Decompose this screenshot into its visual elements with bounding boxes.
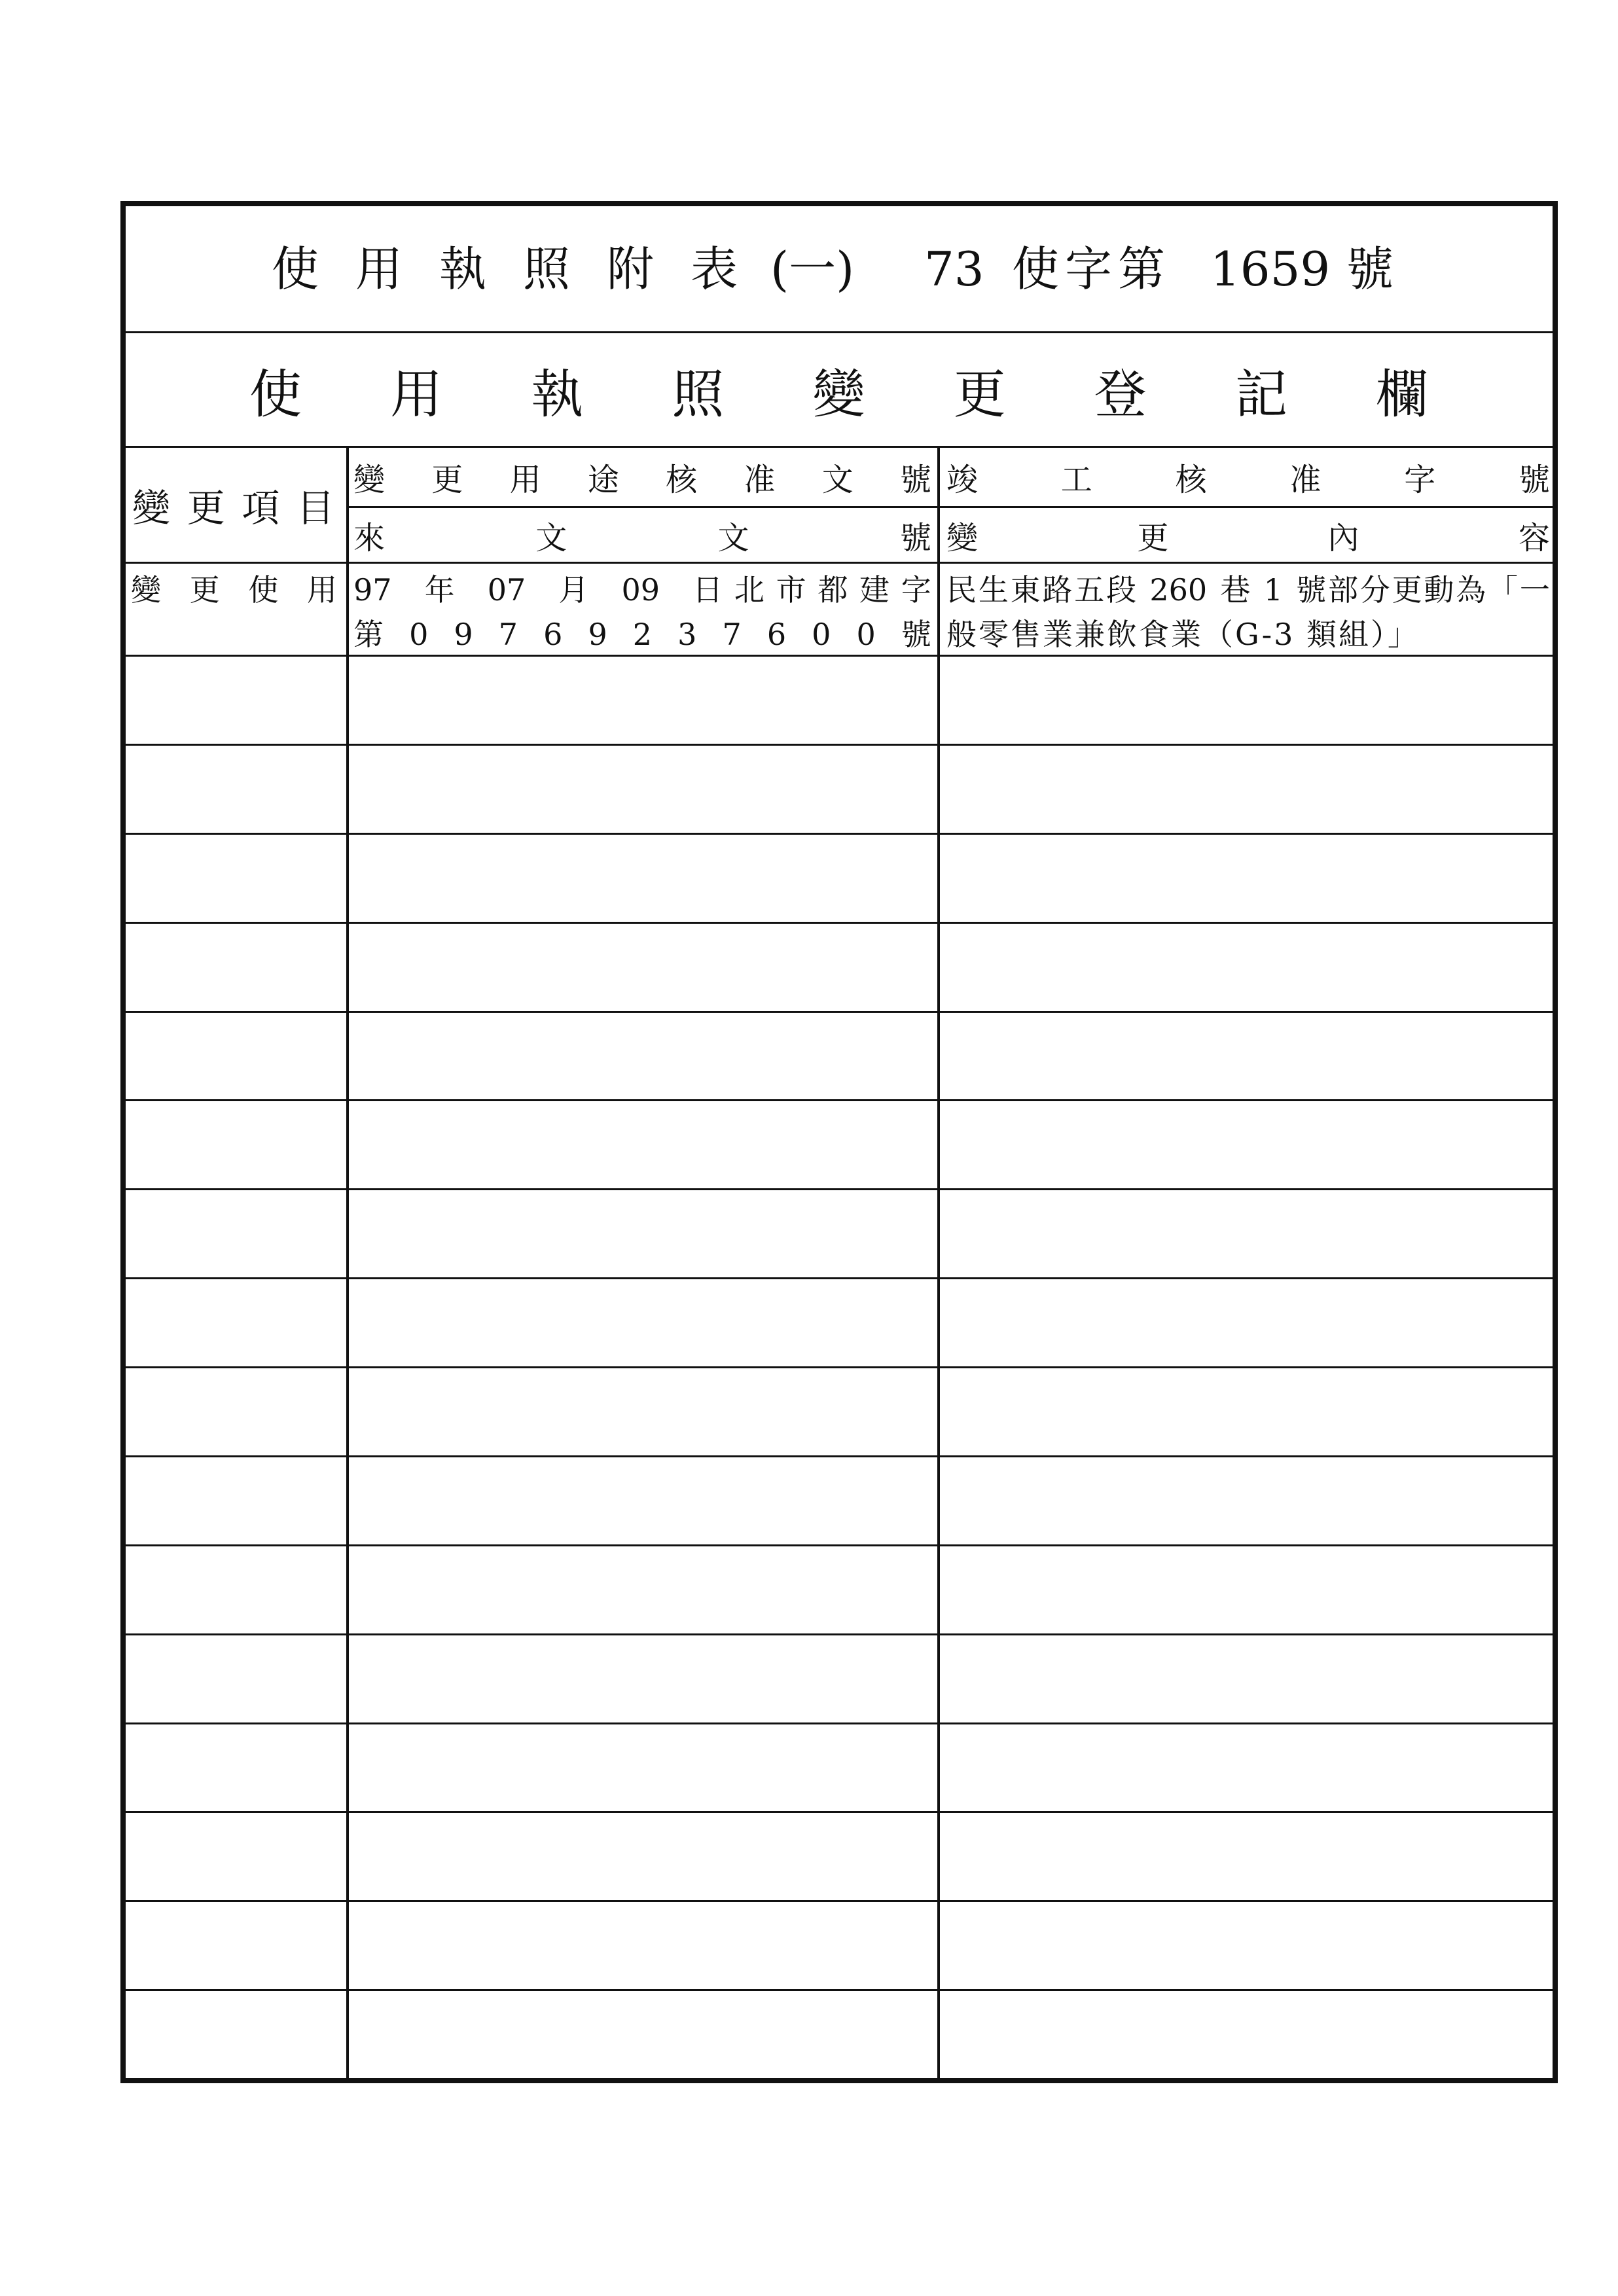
section-title xyxy=(126,331,1553,446)
glyph: 更 xyxy=(189,572,220,608)
glyph: 用 xyxy=(390,363,443,425)
glyph: 都 xyxy=(818,572,848,608)
glyph: 途 xyxy=(587,462,619,498)
empty-row-4-change-item-cell xyxy=(126,833,346,922)
empty-row-10-content-cell xyxy=(937,1366,1553,1455)
glyph: 記 xyxy=(1234,363,1287,425)
glyph: 五 xyxy=(1074,572,1105,608)
title-year-prefix: 73 xyxy=(924,241,984,297)
empty-row-2-change-item-cell xyxy=(126,655,346,744)
space xyxy=(705,612,715,655)
empty-row-14-doc-no-cell xyxy=(346,1722,937,1812)
use-permit-change-table xyxy=(120,201,1558,2083)
empty-row-4-doc-no-cell xyxy=(346,833,937,922)
empty-row-12-doc-no-cell xyxy=(346,1544,937,1633)
glyph: 號 xyxy=(1296,572,1327,608)
glyph: 欄 xyxy=(1376,363,1428,425)
glyph: 巷 xyxy=(1220,572,1251,608)
glyph: 容 xyxy=(1518,519,1550,556)
empty-row-6-change-item-cell xyxy=(126,1011,346,1100)
row-1-doc-no-line-1 xyxy=(353,568,931,612)
header-completion-approval-no xyxy=(937,446,1553,506)
glyph: 號 xyxy=(899,462,931,498)
glyph: 號 xyxy=(901,617,931,652)
space xyxy=(403,568,413,612)
space xyxy=(391,612,401,655)
glyph: 更 xyxy=(1137,519,1169,556)
empty-row-12-change-item-cell xyxy=(126,1544,346,1633)
empty-row-5-doc-no-cell xyxy=(346,922,937,1011)
empty-row-16-content-cell xyxy=(937,1900,1553,1989)
glyph: 6 xyxy=(766,617,787,652)
glyph: 0 xyxy=(812,617,831,652)
glyph: 北 xyxy=(734,572,764,608)
space xyxy=(1285,568,1295,612)
empty-row-17-doc-no-cell xyxy=(346,1989,937,2078)
glyph: 用 xyxy=(306,572,337,608)
row-1-change-item xyxy=(131,568,337,612)
glyph: 變 xyxy=(132,486,171,530)
space xyxy=(672,568,681,612)
space xyxy=(749,612,759,655)
empty-row-16-doc-no-cell xyxy=(346,1900,937,1989)
glyph: 文 xyxy=(535,519,567,556)
empty-row-9-change-item-cell xyxy=(126,1277,346,1366)
glyph: 登 xyxy=(1094,363,1147,425)
glyph: 變 xyxy=(812,363,865,425)
glyph: 一 xyxy=(1519,572,1550,608)
empty-row-15-content-cell xyxy=(937,1811,1553,1900)
glyph: 工 xyxy=(1060,462,1092,498)
glyph: 市 xyxy=(776,572,806,608)
glyph: 260 xyxy=(1149,572,1208,608)
empty-row-8-change-item-cell xyxy=(126,1188,346,1277)
glyph: 月 xyxy=(558,572,589,608)
glyph: 07 xyxy=(487,572,526,608)
empty-row-9-doc-no-cell xyxy=(346,1277,937,1366)
space xyxy=(660,612,670,655)
glyph: 項 xyxy=(242,486,280,530)
empty-row-6-doc-no-cell xyxy=(346,1011,937,1100)
space xyxy=(437,612,446,655)
glyph: 目 xyxy=(296,486,334,530)
space xyxy=(1138,568,1148,612)
space xyxy=(537,568,547,612)
empty-row-13-doc-no-cell xyxy=(346,1633,937,1722)
header-change-content xyxy=(937,506,1553,562)
empty-row-13-change-item-cell xyxy=(126,1633,346,1722)
glyph: 2 xyxy=(632,617,653,652)
row-1-content-line-2: 般零售業兼飲食業（G-3 類組）」 xyxy=(946,617,1420,652)
empty-row-6-content-cell xyxy=(937,1011,1553,1100)
glyph: 09 xyxy=(621,572,660,608)
space xyxy=(1252,568,1262,612)
glyph: 路 xyxy=(1042,572,1073,608)
empty-row-3-doc-no-cell xyxy=(346,744,937,833)
glyph: 變 xyxy=(131,572,161,608)
glyph: 內 xyxy=(1327,519,1359,556)
space xyxy=(466,568,476,612)
header-approval-doc-no xyxy=(346,446,937,506)
glyph: 1 xyxy=(1263,572,1283,608)
empty-row-7-change-item-cell xyxy=(126,1099,346,1188)
glyph: 更 xyxy=(1392,572,1422,608)
glyph: 段 xyxy=(1106,572,1137,608)
empty-row-4-content-cell xyxy=(937,833,1553,922)
glyph: 執 xyxy=(531,363,584,425)
header-change-item xyxy=(126,446,346,562)
empty-row-10-change-item-cell xyxy=(126,1366,346,1455)
empty-row-7-doc-no-cell xyxy=(346,1099,937,1188)
glyph: 「 xyxy=(1488,572,1519,608)
space xyxy=(615,612,625,655)
glyph: 年 xyxy=(424,572,455,608)
empty-row-12-content-cell xyxy=(937,1544,1553,1633)
glyph: 0 xyxy=(409,617,429,652)
empty-row-5-change-item-cell xyxy=(126,922,346,1011)
glyph: 第 xyxy=(353,617,384,652)
glyph: 核 xyxy=(1175,462,1207,498)
glyph: 來 xyxy=(353,519,386,556)
space xyxy=(571,612,581,655)
glyph: 3 xyxy=(677,617,697,652)
title-attachment-no: (一) xyxy=(770,241,855,297)
glyph: 更 xyxy=(953,363,1006,425)
title-permit-number: 1659 xyxy=(1210,241,1331,297)
empty-row-10-doc-no-cell xyxy=(346,1366,937,1455)
empty-row-11-doc-no-cell xyxy=(346,1455,937,1544)
empty-row-13-content-cell xyxy=(937,1633,1553,1722)
glyph: 號 xyxy=(899,519,931,556)
glyph: 照 xyxy=(672,363,725,425)
empty-row-11-content-cell xyxy=(937,1455,1553,1544)
empty-row-17-change-item-cell xyxy=(126,1989,346,2078)
glyph: 日 xyxy=(692,572,723,608)
glyph: 變 xyxy=(353,462,386,498)
glyph: 准 xyxy=(744,462,776,498)
glyph: 變 xyxy=(946,519,979,556)
glyph: 東 xyxy=(1010,572,1041,608)
glyph: 用 xyxy=(509,462,541,498)
empty-row-3-change-item-cell xyxy=(126,744,346,833)
empty-row-14-change-item-cell xyxy=(126,1722,346,1812)
empty-row-16-change-item-cell xyxy=(126,1900,346,1989)
empty-row-3-content-cell xyxy=(937,744,1553,833)
empty-row-2-doc-no-cell xyxy=(346,655,937,744)
glyph: 7 xyxy=(722,617,742,652)
space xyxy=(884,612,893,655)
empty-row-11-change-item-cell xyxy=(126,1455,346,1544)
empty-row-14-content-cell xyxy=(937,1722,1553,1812)
glyph: 6 xyxy=(543,617,563,652)
glyph: 號 xyxy=(1518,462,1550,498)
glyph: 文 xyxy=(717,519,749,556)
space xyxy=(526,612,535,655)
glyph: 核 xyxy=(666,462,698,498)
glyph: 使 xyxy=(248,572,279,608)
glyph: 更 xyxy=(431,462,463,498)
row-1-change-item-cell xyxy=(126,562,346,655)
title-main: 使用執照附表 xyxy=(272,241,775,297)
row-1-content-line-1 xyxy=(946,568,1550,612)
glyph: 更 xyxy=(187,486,225,530)
title-permit-word: 使字第 xyxy=(1012,241,1172,297)
glyph: 民 xyxy=(946,572,977,608)
glyph: 97 xyxy=(353,572,392,608)
space xyxy=(600,568,610,612)
title-row xyxy=(126,206,1553,331)
row-1-doc-no-line-2 xyxy=(353,612,931,655)
glyph: 使 xyxy=(249,363,302,425)
glyph: 7 xyxy=(498,617,518,652)
glyph: 文 xyxy=(821,462,854,498)
row-1-content-cell xyxy=(937,562,1553,655)
empty-row-15-doc-no-cell xyxy=(346,1811,937,1900)
space xyxy=(481,612,491,655)
empty-row-7-content-cell xyxy=(937,1099,1553,1188)
glyph: 字 xyxy=(901,572,931,608)
empty-row-5-content-cell xyxy=(937,922,1553,1011)
glyph: 為 xyxy=(1456,572,1486,608)
title-suffix: 號 xyxy=(1346,241,1394,297)
glyph: 准 xyxy=(1289,462,1321,498)
row-1-doc-no-cell xyxy=(346,562,937,655)
glyph: 動 xyxy=(1424,572,1454,608)
glyph: 部 xyxy=(1327,572,1358,608)
space xyxy=(839,612,849,655)
empty-row-15-change-item-cell xyxy=(126,1811,346,1900)
glyph: 0 xyxy=(856,617,876,652)
glyph: 建 xyxy=(859,572,890,608)
glyph: 竣 xyxy=(946,462,979,498)
header-incoming-doc-no xyxy=(346,506,937,562)
glyph: 9 xyxy=(454,617,473,652)
space xyxy=(794,612,804,655)
glyph: 分 xyxy=(1359,572,1390,608)
empty-row-9-content-cell xyxy=(937,1277,1553,1366)
glyph: 字 xyxy=(1404,462,1436,498)
empty-row-8-content-cell xyxy=(937,1188,1553,1277)
empty-row-8-doc-no-cell xyxy=(346,1188,937,1277)
empty-row-2-content-cell xyxy=(937,655,1553,744)
glyph: 9 xyxy=(588,617,607,652)
empty-row-17-content-cell xyxy=(937,1989,1553,2078)
space xyxy=(1209,568,1219,612)
glyph: 生 xyxy=(978,572,1009,608)
